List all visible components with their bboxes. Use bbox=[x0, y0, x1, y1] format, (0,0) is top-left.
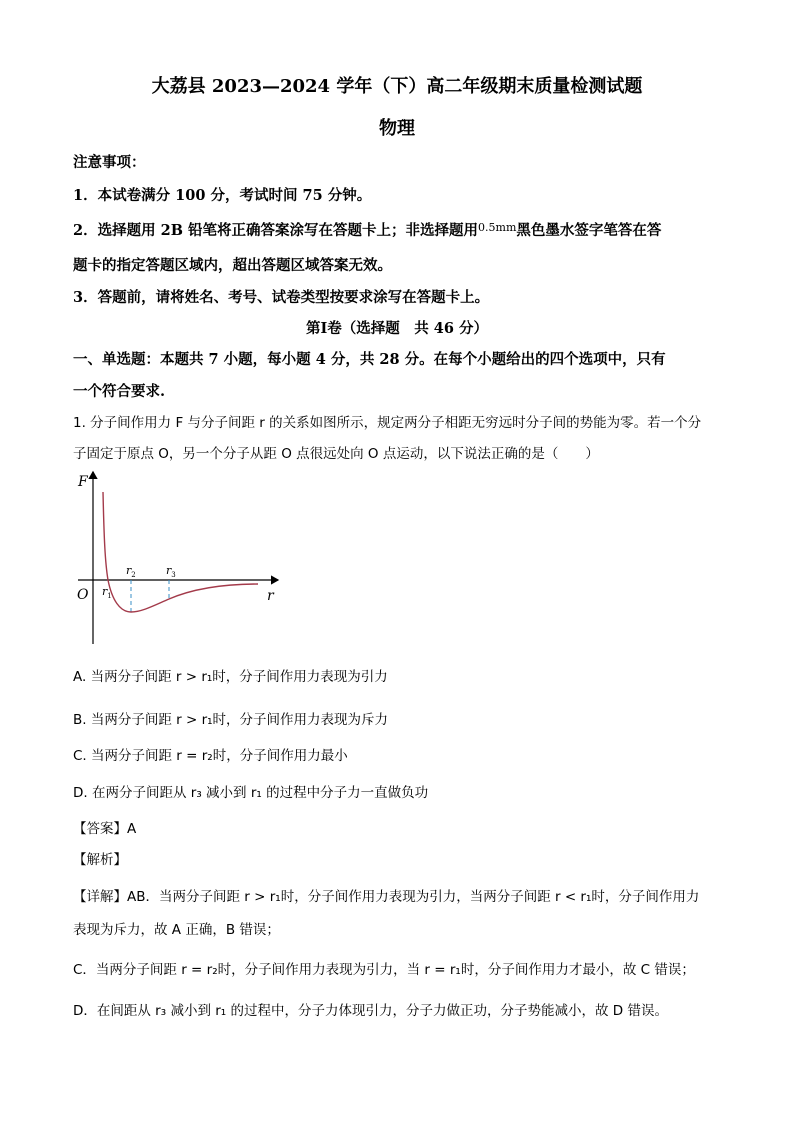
notice-item-3: 3．答题前，请将姓名、考号、试卷类型按要求涂写在答题卡上。 bbox=[73, 289, 490, 306]
question1-stem-line2: 子固定于原点 O，另一个分子从距 O 点很远处向 O 点运动，以下说法正确的是（ ） bbox=[73, 446, 599, 462]
option-b: B. 当两分子间距 r > r₁时，分子间作用力表现为斥力 bbox=[73, 712, 389, 728]
r1-label: $r_1$ bbox=[102, 585, 112, 600]
detail-line-3: C．当两分子间距 r = r₂时，分子间作用力表现为引力，当 r = r₁时，分子间作用力才最小，故 C 错误； bbox=[73, 962, 695, 978]
notice-item-1: 1．本试卷满分 100 分，考试时间 75 分钟。 bbox=[73, 187, 372, 204]
origin-label: O bbox=[77, 587, 89, 603]
detail-line-1: 【详解】AB．当两分子间距 r > r₁时，分子间作用力表现为引力，当两分子间距 r < r₁时，分子间作用力 bbox=[73, 889, 700, 905]
detail-line-2: 表现为斥力，故 A 正确，B 错误； bbox=[73, 922, 280, 938]
notice-heading: 注意事项： bbox=[73, 154, 146, 171]
notice-item-2-line2: 题卡的指定答题区域内，超出答题区域答案无效。 bbox=[73, 257, 392, 274]
r3-label: $r_3$ bbox=[166, 564, 176, 579]
answer-line: 【答案】A bbox=[73, 821, 137, 837]
force-distance-graph bbox=[70, 462, 290, 652]
part1-instructions-line2: 一个符合要求. bbox=[73, 383, 166, 400]
option-c: C. 当两分子间距 r = r₂时，分子间作用力最小 bbox=[73, 748, 348, 764]
x-axis-label: r bbox=[267, 588, 274, 604]
notice-item-2-unit: 0.5mm bbox=[478, 221, 517, 234]
analysis-label: 【解析】 bbox=[73, 852, 127, 868]
subject-title: 物理 bbox=[379, 118, 415, 139]
option-a: A. 当两分子间距 r > r₁时，分子间作用力表现为引力 bbox=[73, 669, 388, 685]
part1-instructions-line1: 一、单选题：本题共 7 小题，每小题 4 分，共 28 分。在每个小题给出的四个选项中，只有 bbox=[73, 351, 666, 368]
force-curve bbox=[103, 492, 258, 612]
notice-item-2-pre: 2．选择题用 2B 铅笔将正确答案涂写在答题卡上；非选择题用 bbox=[73, 222, 479, 239]
option-d: D. 在两分子间距从 r₃ 减小到 r₁ 的过程中分子力一直做负功 bbox=[73, 785, 429, 801]
r2-label: $r_2$ bbox=[126, 564, 136, 579]
y-axis-label: F bbox=[78, 474, 88, 490]
question1-stem-line1: 1. 分子间作用力 F 与分子间距 r 的关系如图所示，规定两分子相距无穷远时分子间的势能为零。若一个分 bbox=[73, 415, 702, 431]
page-title: 大荔县 2023—2024 学年（下）高二年级期末质量检测试题 bbox=[151, 76, 643, 97]
section-title: 第Ⅰ卷（选择题 共 46 分） bbox=[305, 320, 489, 337]
notice-item-2-post: 黑色墨水签字笔答在答 bbox=[516, 222, 662, 239]
detail-line-4: D．在间距从 r₃ 减小到 r₁ 的过程中，分子力体现引力，分子力做正功，分子势能减小，故 D 错误。 bbox=[73, 1003, 668, 1019]
notice-item-2 bbox=[73, 219, 661, 240]
